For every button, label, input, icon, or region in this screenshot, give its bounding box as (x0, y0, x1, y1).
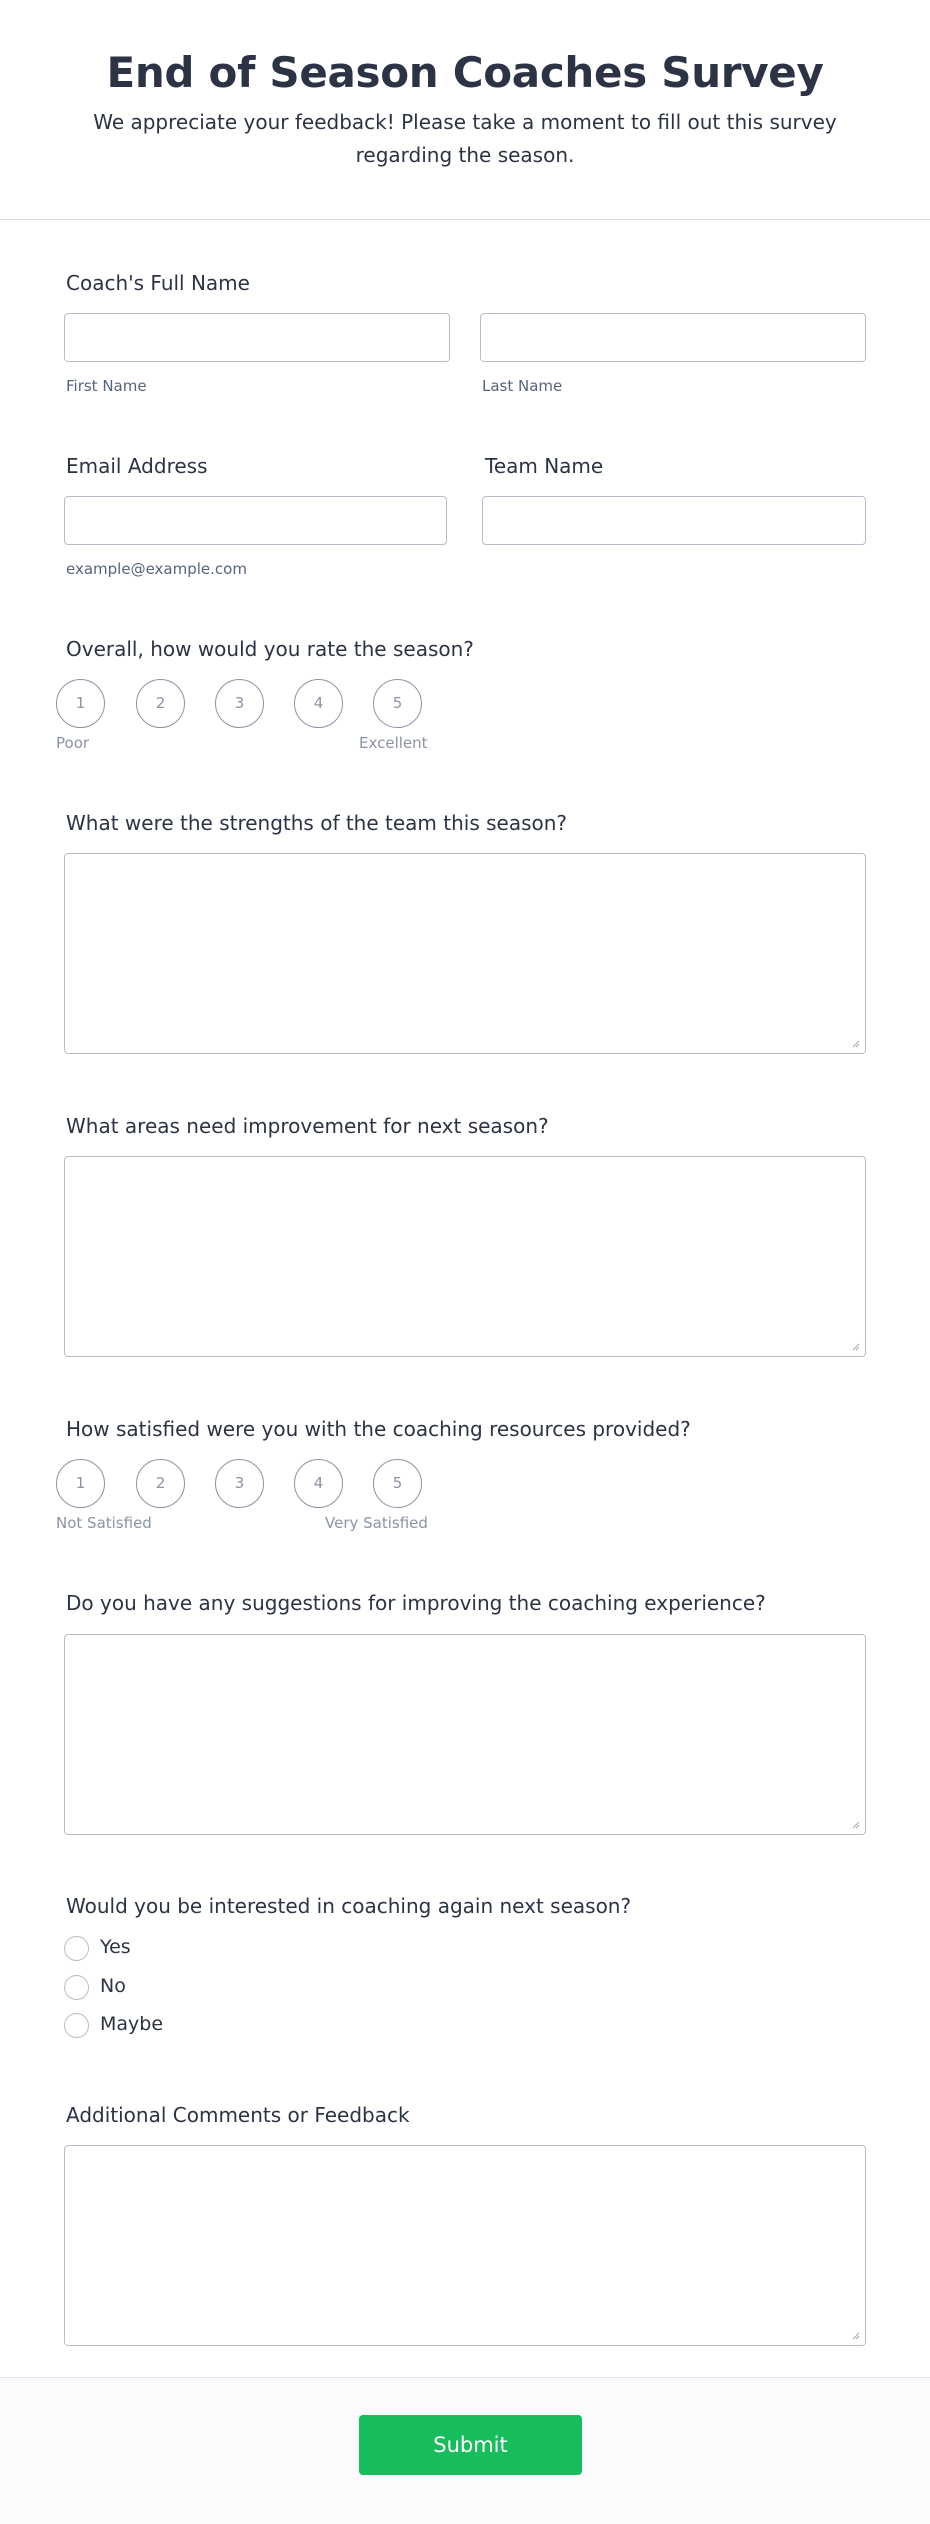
comments-label: Additional Comments or Feedback (66, 2103, 410, 2127)
team-name-input[interactable] (482, 496, 866, 545)
email-input[interactable] (64, 496, 447, 545)
form-header (0, 0, 930, 220)
season-rating-high-label: Excellent (359, 734, 428, 752)
resize-grip-icon[interactable] (850, 1038, 860, 1048)
season-rating-1[interactable]: 1 (56, 679, 105, 728)
season-rating-low-label: Poor (56, 734, 90, 752)
season-rating-2[interactable]: 2 (136, 679, 185, 728)
strengths-label: What were the strengths of the team this season? (66, 811, 568, 835)
email-label: Email Address (66, 454, 208, 478)
improvement-label: What areas need improvement for next season? (66, 1114, 549, 1138)
season-rating-5[interactable]: 5 (373, 679, 422, 728)
first-name-input[interactable] (64, 313, 450, 362)
radio-no[interactable] (64, 1975, 89, 2000)
email-sublabel: example@example.com (66, 560, 247, 578)
form-subtitle: We appreciate your feedback! Please take a moment to fill out this survey regarding the season. (93, 110, 837, 167)
resources-rating-4[interactable]: 4 (294, 1459, 343, 1508)
last-name-input[interactable] (480, 313, 866, 362)
form-footer (0, 2377, 930, 2524)
resources-rating-high-label: Very Satisfied (325, 1514, 428, 1532)
strengths-textarea[interactable] (64, 853, 866, 1054)
coach-name-label: Coach's Full Name (66, 271, 250, 295)
resources-rating-2[interactable]: 2 (136, 1459, 185, 1508)
radio-yes[interactable] (64, 1936, 89, 1961)
resources-rating-3[interactable]: 3 (215, 1459, 264, 1508)
coach-again-label: Would you be interested in coaching again next season? (66, 1894, 632, 1918)
resize-grip-icon[interactable] (850, 1819, 860, 1829)
suggestions-textarea[interactable] (64, 1634, 866, 1835)
suggestions-label: Do you have any suggestions for improving the coaching experience? (66, 1591, 766, 1615)
radio-no-label[interactable]: No (100, 1975, 126, 1997)
season-rating-3[interactable]: 3 (215, 679, 264, 728)
submit-button[interactable]: Submit (359, 2415, 582, 2475)
resources-rating-5[interactable]: 5 (373, 1459, 422, 1508)
resources-rating-1[interactable]: 1 (56, 1459, 105, 1508)
resources-rating-low-label: Not Satisfied (56, 1514, 152, 1532)
resize-grip-icon[interactable] (850, 1341, 860, 1351)
season-rating-label: Overall, how would you rate the season? (66, 637, 474, 661)
radio-maybe[interactable] (64, 2013, 89, 2038)
improvement-textarea[interactable] (64, 1156, 866, 1357)
season-rating-4[interactable]: 4 (294, 679, 343, 728)
first-name-sublabel: First Name (66, 377, 147, 395)
radio-yes-label[interactable]: Yes (100, 1936, 131, 1958)
last-name-sublabel: Last Name (482, 377, 563, 395)
radio-maybe-label[interactable]: Maybe (100, 2013, 164, 2035)
form-title: End of Season Coaches Survey (106, 48, 824, 97)
comments-textarea[interactable] (64, 2145, 866, 2346)
resources-rating-label: How satisfied were you with the coaching resources provided? (66, 1417, 691, 1441)
team-name-label: Team Name (485, 454, 604, 478)
resize-grip-icon[interactable] (850, 2330, 860, 2340)
